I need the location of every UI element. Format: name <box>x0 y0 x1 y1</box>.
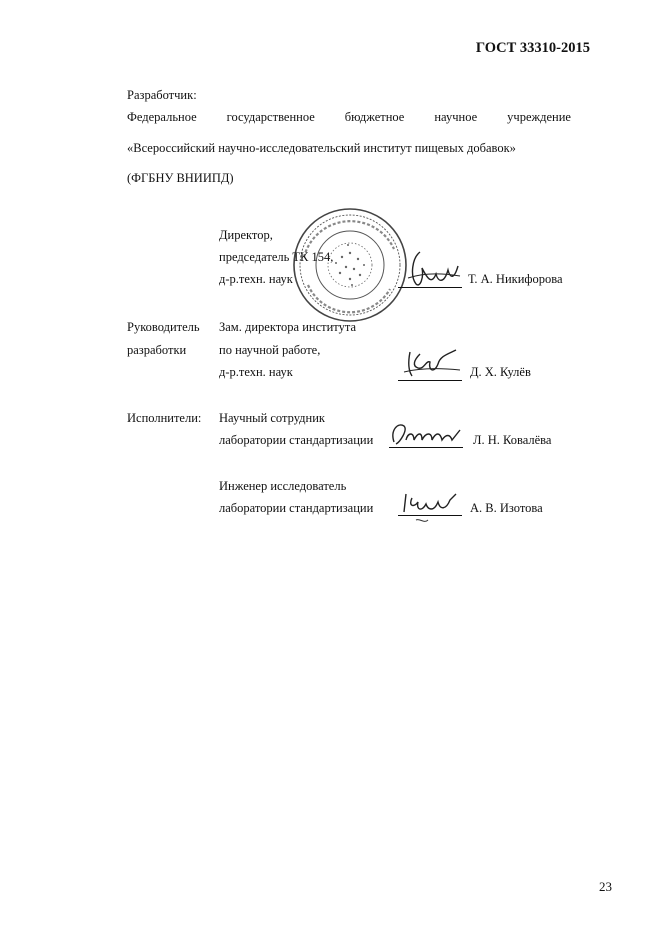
executor-2-name: А. В. Изотова <box>470 501 543 515</box>
director-title: Директор, <box>219 228 273 242</box>
executor-1-position: Научный сотрудник <box>219 411 325 425</box>
document-number: ГОСТ 33310-2015 <box>475 40 590 56</box>
signature-icon <box>396 490 466 528</box>
executor-1-name: Л. Н. Ковалёва <box>473 433 552 447</box>
page-number: 23 <box>599 879 612 894</box>
head-name: Д. Х. Кулёв <box>470 365 531 379</box>
signature-icon <box>400 346 462 382</box>
developer-label: Разработчик: <box>127 88 197 102</box>
head-position: Зам. директора института <box>219 320 356 334</box>
role-head-line2: разработки <box>127 343 187 357</box>
executor-2-position: Инженер исследователь <box>219 479 347 493</box>
org-word: государственное <box>226 110 315 124</box>
director-degree: д-р.техн. наук <box>219 272 293 286</box>
official-seal-icon <box>290 205 410 325</box>
organization-line-2: «Всероссийский научно-исследовательский институт пищевых добавок» <box>127 141 516 155</box>
organization-line-1 <box>127 110 571 125</box>
org-word: научное <box>434 110 478 124</box>
executor-1-lab: лаборатории стандартизации <box>219 433 374 447</box>
org-word: бюджетное <box>344 110 405 124</box>
head-position-area: по научной работе, <box>219 343 321 357</box>
signature-icon <box>402 248 462 292</box>
role-head-line1: Руководитель <box>127 320 200 334</box>
director-name: Т. А. Никифорова <box>468 272 563 286</box>
signature-icon <box>386 420 466 450</box>
director-position: председатель ТК 154, <box>219 250 334 264</box>
org-word: Федеральное <box>127 110 197 124</box>
executors-label: Исполнители: <box>127 411 202 425</box>
head-degree: д-р.техн. наук <box>219 365 293 379</box>
organization-abbreviation: (ФГБНУ ВНИИПД) <box>127 171 234 185</box>
executor-2-lab: лаборатории стандартизации <box>219 501 374 515</box>
org-word: учреждение <box>507 110 571 124</box>
